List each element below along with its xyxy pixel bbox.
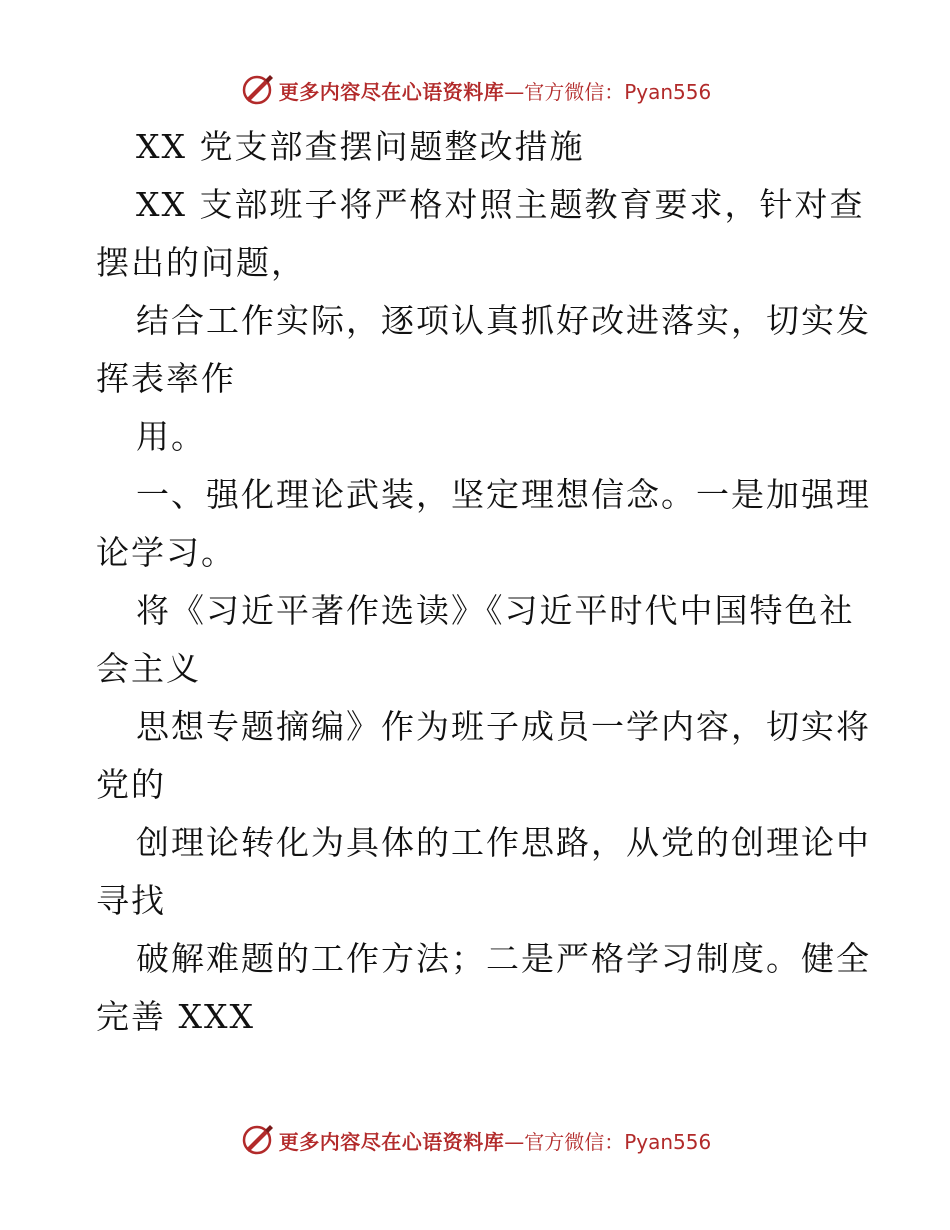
document-line: 结合工作实际，逐项认真抓好改进落实，切实发 — [136, 301, 871, 340]
document-line: 会主义 — [96, 649, 201, 688]
document-line: 创理论转化为具体的工作思路，从党的创理论中 — [136, 823, 871, 862]
banner-wechat-text: —官方微信：Pyan556 — [504, 79, 712, 104]
document-line: 一、强化理论武装，坚定理想信念。一是加强理 — [136, 475, 871, 514]
document-line: 完善 XXX — [96, 997, 255, 1036]
pen-logo-icon — [239, 72, 275, 108]
document-line: 摆出的问题， — [96, 243, 306, 282]
document-line: XX 支部班子将严格对照主题教育要求，针对查 — [136, 185, 865, 224]
document-line: 破解难题的工作方法；二是严格学习制度。健全 — [136, 939, 871, 978]
document-line: 将《习近平著作选读》《习近平时代中国特色社 — [136, 591, 855, 630]
banner-wechat-text: —官方微信：Pyan556 — [504, 1129, 712, 1154]
pen-logo-icon — [239, 1122, 275, 1158]
document-line: 党的 — [96, 765, 166, 804]
document-line: 用。 — [136, 417, 206, 456]
document-line: 挥表率作 — [96, 359, 236, 398]
document-line: 寻找 — [96, 881, 166, 920]
banner-brand-text: 更多内容尽在心语资料库 — [278, 1129, 505, 1154]
document-line: 思想专题摘编》作为班子成员一学内容，切实将 — [136, 707, 871, 746]
document-line: 论学习。 — [96, 533, 236, 572]
banner-brand-text: 更多内容尽在心语资料库 — [278, 79, 505, 104]
header-watermark-banner — [0, 70, 950, 110]
document-line: XX 党支部查摆问题整改措施 — [136, 127, 585, 166]
document-body — [96, 118, 871, 1046]
footer-watermark-banner — [0, 1120, 950, 1160]
